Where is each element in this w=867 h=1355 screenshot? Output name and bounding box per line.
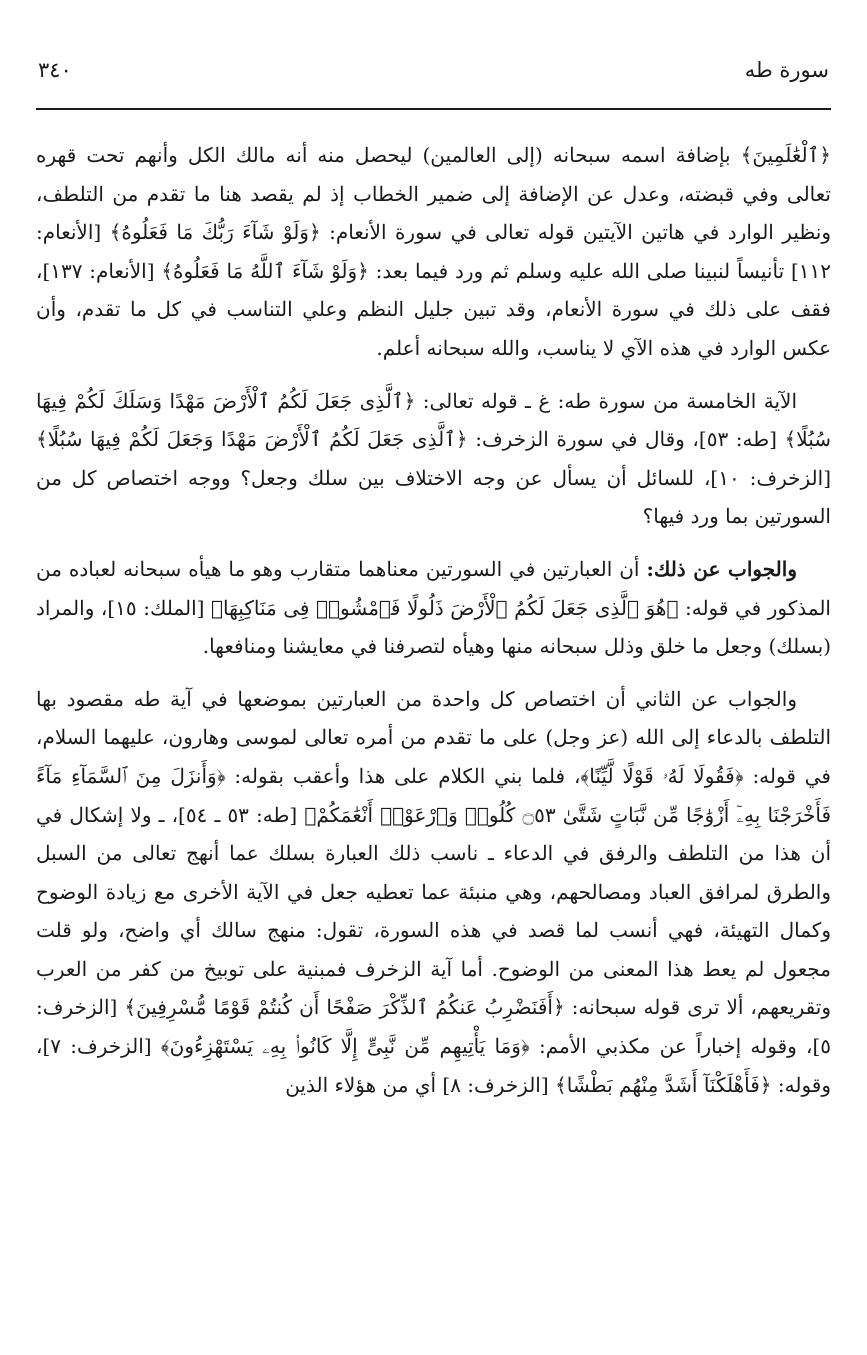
- paragraph-text: والجواب عن الثاني أن اختصاص كل واحدة من العبارتين بموضعها في آية طه مقصود بها التلطف بالدعاء إلى الله (عز وجل) على ما تقدم من أمره تعالى لموسى وهارون، عليهما السلام، في قوله: ﴿فَقُولَا لَهُۥ قَوْلًا لَّيِّنًا﴾، فلما بني الكلام على هذا وأعقب بقوله: ﴿وَأَنزَلَ مِنَ ٱلسَّمَآءِ مَآءً فَأَخْرَجْنَا بِهِۦٓ أَزْوَٰجًا مِّن نَّبَاتٍ شَتَّىٰ ۝٥٣ كُلُوا۟ وَٱرْعَوْا۟ أَنْعَٰمَكُمْ﴾ [طه: ٥٣ ـ ٥٤]، ـ ولا إشكال في أن هذا من التلطف والرفق في الدعاء ـ ناسب ذلك العبارة بسلك عما أنهج تعالى من السبل والطرق لمرافق العباد ومصالحهم، وهي منبئة عما تعطيه جعل في الآية الأخرى مع زيادة الوضوح وكمال التهيئة، فهي أنسب لما قصد في هذه السورة، تقول: منهج سالك أي واضح، ولو قلت مجعول لم يعط هذا المعنى من الوضوح. أما آية الزخرف فمبنية على توبيخ من كفر من العرب وتقريعهم، ألا ترى قوله سبحانه: ﴿أَفَنَضْرِبُ عَنكُمُ ٱلذِّكْرَ صَفْحًا أَن كُنتُمْ قَوْمًا مُّسْرِفِينَ﴾ [الزخرف: ٥]، وقوله إخباراً عن مكذبي الأمم: ﴿وَمَا يَأْتِيهِم مِّن نَّبِىٍّ إِلَّا كَانُوا۟ بِهِۦ يَسْتَهْزِءُونَ﴾ [الزخرف: ٧]، وقوله: ﴿فَأَهْلَكْنَآ أَشَدَّ مِنْهُم بَطْشًا﴾ [الزخرف: ٨] أي من هؤلاء الذين: [36, 686, 832, 1097]
- answer-heading: والجواب عن ذلك:: [646, 556, 797, 581]
- paragraph-4: [36, 680, 831, 1105]
- page-header: [38, 50, 829, 90]
- paragraph-3: [36, 550, 831, 666]
- paragraph-text: أن العبارتين في السورتين معناهما متقارب وهو ما هيأه سبحانه لعباده من المذكور في قوله: ﴿هُوَ ٱلَّذِى جَعَلَ لَكُمُ ٱلْأَرْضَ ذَلُولًا فَٱمْشُوا۟ فِى مَنَاكِبِهَا﴾ [الملك: ١٥]، والمراد (بسلك) وجعل ما خلق وذلل سبحانه منها وهيأه لتصرفنا في معايشنا ومنافعها.: [36, 556, 831, 659]
- paragraph-text: ﴿ٱلْعَٰلَمِينَ﴾ بإضافة اسمه سبحانه (إلى العالمين) ليحصل منه أنه مالك الكل وأنهم تحت قهره تعالى وفي قبضته، وعدل عن الإضافة إلى ضمير الخطاب إذ لم يقصد هنا ما تقدم من التلطف، ونظير الوارد في هاتين الآيتين قوله تعالى في سورة الأنعام: ﴿وَلَوْ شَآءَ رَبُّكَ مَا فَعَلُوهُ﴾ [الأنعام: ١١٢] تأنيساً لنبينا صلى الله عليه وسلم ثم ورد فيما بعد: ﴿وَلَوْ شَآءَ ٱللَّهُ مَا فَعَلُوهُ﴾ [الأنعام: ١٣٧]، فقف على ذلك في سورة الأنعام، وقد تبين جليل النظم وعلي التناسب في كل ما تقدم، وأن عكس الوارد في هذه الآي لا يناسب، والله سبحانه أعلم.: [36, 143, 831, 360]
- header-divider: [36, 108, 831, 110]
- running-title: سورة طه: [744, 58, 829, 82]
- page-body: [36, 136, 831, 1104]
- page-number: ٣٤٠: [38, 58, 72, 82]
- paragraph-1: [36, 136, 831, 368]
- paragraph-2: [36, 382, 831, 536]
- paragraph-text: الآية الخامسة من سورة طه: غ ـ قوله تعالى: ﴿ٱلَّذِى جَعَلَ لَكُمُ ٱلْأَرْضَ مَهْدًا وَسَلَكَ لَكُمْ فِيهَا سُبُلًا﴾ [طه: ٥٣]، وقال في سورة الزخرف: ﴿ٱلَّذِى جَعَلَ لَكُمُ ٱلْأَرْضَ مَهْدًا وَجَعَلَ لَكُمْ فِيهَا سُبُلًا﴾ [الزخرف: ١٠]، للسائل أن يسأل عن وجه الاختلاف بين سلك وجعل؟ ووجه اختصاص كل من السورتين بما ورد فيها؟: [36, 388, 832, 529]
